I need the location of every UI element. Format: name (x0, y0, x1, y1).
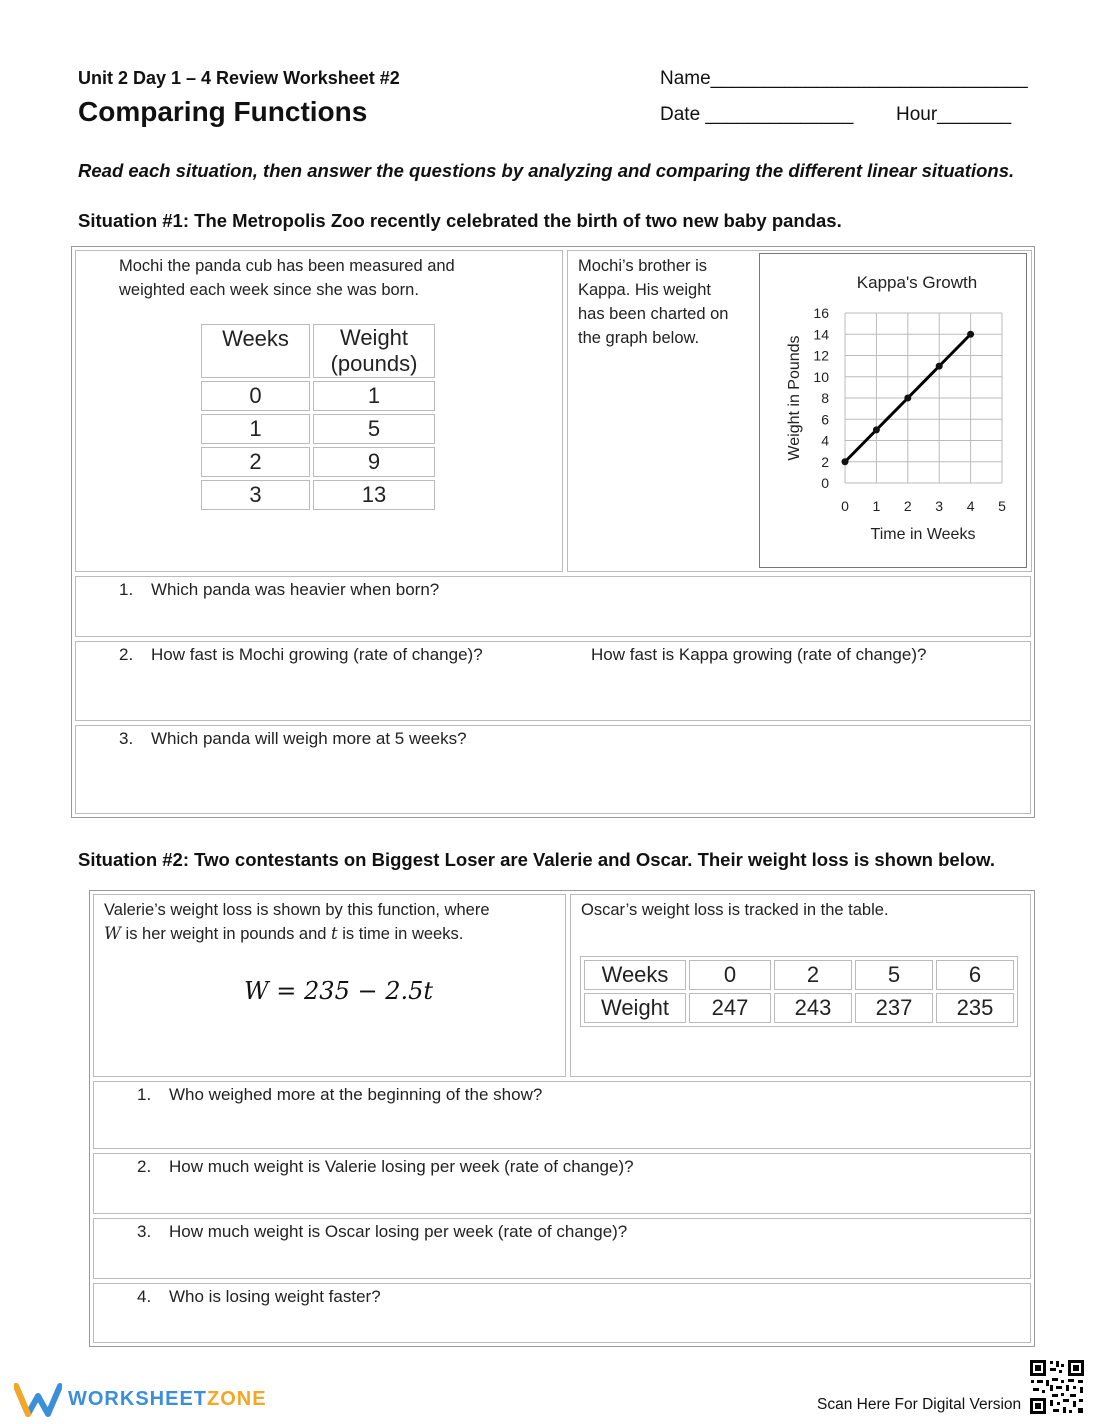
valerie-desc-1: Valerie’s weight loss is shown by this function, where (104, 901, 490, 919)
chart-data-point (842, 458, 849, 465)
mochi-desc-2: weighted each week since she was born. (119, 281, 419, 299)
mochi-table-cell: 2 (201, 447, 310, 477)
question-text: Which panda will weigh more at 5 weeks? (151, 729, 467, 748)
s1-question-2b: How fast is Kappa growing (rate of change)? (591, 645, 927, 664)
chart-y-tick-label: 4 (821, 432, 829, 449)
chart-x-tick-label: 2 (903, 498, 912, 514)
oscar-desc: Oscar’s weight loss is tracked in the table. (581, 901, 889, 919)
weight-header-line2: (pounds) (330, 351, 418, 376)
question-text: Which panda was heavier when born? (151, 580, 440, 599)
chart-title: Kappa's Growth (856, 273, 978, 292)
s1-question-2 (119, 645, 483, 665)
mochi-table-cell: 3 (201, 480, 310, 510)
mochi-table-header-weeks: Weeks (201, 324, 310, 378)
mochi-table-cell: 5 (313, 414, 435, 444)
kappa-desc-4: the graph below. (578, 329, 700, 347)
situation-1-title: Situation #1: The Metropolis Zoo recently celebrated the birth of two new baby pandas. (78, 210, 842, 231)
question-number: 3. (137, 1222, 152, 1241)
s2-question-4 (137, 1287, 381, 1307)
oscar-table-cell: 0 (689, 960, 771, 990)
question-text: How fast is Mochi growing (rate of change)? (151, 645, 483, 664)
oscar-table-cell: Weight (584, 993, 686, 1023)
situation-2-title: Situation #2: Two contestants on Biggest Loser are Valerie and Oscar. Their weight loss is shown below. (78, 849, 995, 870)
s1-question-3 (119, 729, 467, 749)
question-number: 3. (119, 729, 134, 748)
mochi-table (198, 321, 438, 513)
chart-x-tick-label: 4 (966, 498, 975, 514)
chart-x-tick-label: 3 (935, 498, 944, 514)
question-number: 2. (119, 645, 134, 664)
question-text: Who weighed more at the beginning of the show? (169, 1085, 543, 1104)
oscar-table-cell: Weeks (584, 960, 686, 990)
kappa-growth-chart (759, 253, 1027, 568)
oscar-table-cell: 243 (774, 993, 852, 1023)
hour-field[interactable]: Hour_______ (896, 104, 1012, 125)
brand-name-b: ZONE (207, 1388, 267, 1410)
chart-x-tick-label: 5 (998, 498, 1006, 514)
instructions: Read each situation, then answer the questions by analyzing and comparing the different linear situations. (78, 160, 1015, 181)
question-text: How much weight is Valerie losing per week (rate of change)? (169, 1157, 634, 1176)
chart-data-point (936, 363, 943, 370)
chart-x-tick-label: 0 (841, 498, 849, 514)
question-text: Who is losing weight faster? (169, 1287, 381, 1306)
worksheet-title: Comparing Functions (78, 96, 368, 127)
mochi-table-cell: 0 (201, 381, 310, 411)
oscar-table-cell: 237 (855, 993, 933, 1023)
question-text: How much weight is Oscar losing per week (rate of change)? (169, 1222, 628, 1241)
chart-y-axis-label: Weight in Pounds (786, 335, 803, 461)
var-t: t (331, 924, 338, 943)
valerie-desc-2 (104, 922, 463, 946)
question-number: 2. (137, 1157, 152, 1176)
chart-data-point (873, 426, 880, 433)
chart-data-point (967, 331, 974, 338)
weight-header-line1: Weight (339, 325, 409, 350)
chart-data-point (904, 395, 911, 402)
chart-x-axis-label: Time in Weeks (870, 526, 976, 543)
chart-y-tick-label: 10 (813, 368, 829, 385)
chart-y-tick-label: 0 (821, 475, 829, 491)
var-w: W (104, 924, 121, 943)
oscar-table-cell: 5 (855, 960, 933, 990)
oscar-table-cell: 235 (936, 993, 1014, 1023)
chart-y-tick-label: 14 (813, 326, 829, 343)
date-field[interactable]: Date ______________ (660, 104, 854, 125)
mochi-table-cell: 1 (313, 381, 435, 411)
s2-question-1 (137, 1085, 542, 1105)
kappa-desc-3: has been charted on (578, 305, 729, 323)
s2-question-2 (137, 1157, 634, 1177)
brand-name-a: WORKSHEET (68, 1388, 207, 1410)
chart-y-tick-label: 12 (813, 347, 829, 364)
kappa-desc-1: Mochi’s brother is (578, 257, 707, 275)
mochi-desc-1: Mochi the panda cub has been measured and (119, 257, 455, 275)
oscar-table-cell: 6 (936, 960, 1014, 990)
oscar-table-cell: 247 (689, 993, 771, 1023)
valerie-formula: W = 235 − 2.5t (244, 977, 434, 1005)
chart-x-tick-label: 1 (872, 498, 881, 514)
mochi-table-header-weight (313, 324, 435, 378)
question-number: 4. (137, 1287, 152, 1306)
valerie-desc-2-mid: is her weight in pounds and (120, 925, 332, 943)
mochi-table-cell: 1 (201, 414, 310, 444)
s1-question-1 (119, 580, 439, 600)
name-field[interactable]: Name______________________________ (660, 68, 1028, 89)
question-number: 1. (137, 1085, 152, 1104)
brand-name (68, 1388, 267, 1411)
mochi-table-cell: 13 (313, 480, 435, 510)
s2-question-3 (137, 1222, 627, 1242)
qr-code-icon[interactable] (1028, 1358, 1086, 1416)
valerie-desc-2-end: is time in weeks. (337, 925, 464, 943)
worksheet-subtitle: Unit 2 Day 1 – 4 Review Worksheet #2 (78, 68, 400, 88)
scan-label: Scan Here For Digital Version (817, 1396, 1022, 1413)
question-number: 1. (119, 580, 134, 599)
chart-y-tick-label: 16 (813, 305, 829, 321)
oscar-table-cell: 2 (774, 960, 852, 990)
worksheetzone-logo-icon (14, 1382, 62, 1418)
oscar-table (580, 956, 1018, 1027)
chart-y-tick-label: 8 (821, 390, 829, 406)
kappa-desc-2: Kappa. His weight (578, 281, 711, 299)
chart-y-tick-label: 2 (821, 453, 829, 470)
mochi-table-cell: 9 (313, 447, 435, 477)
chart-y-tick-label: 6 (821, 411, 829, 428)
